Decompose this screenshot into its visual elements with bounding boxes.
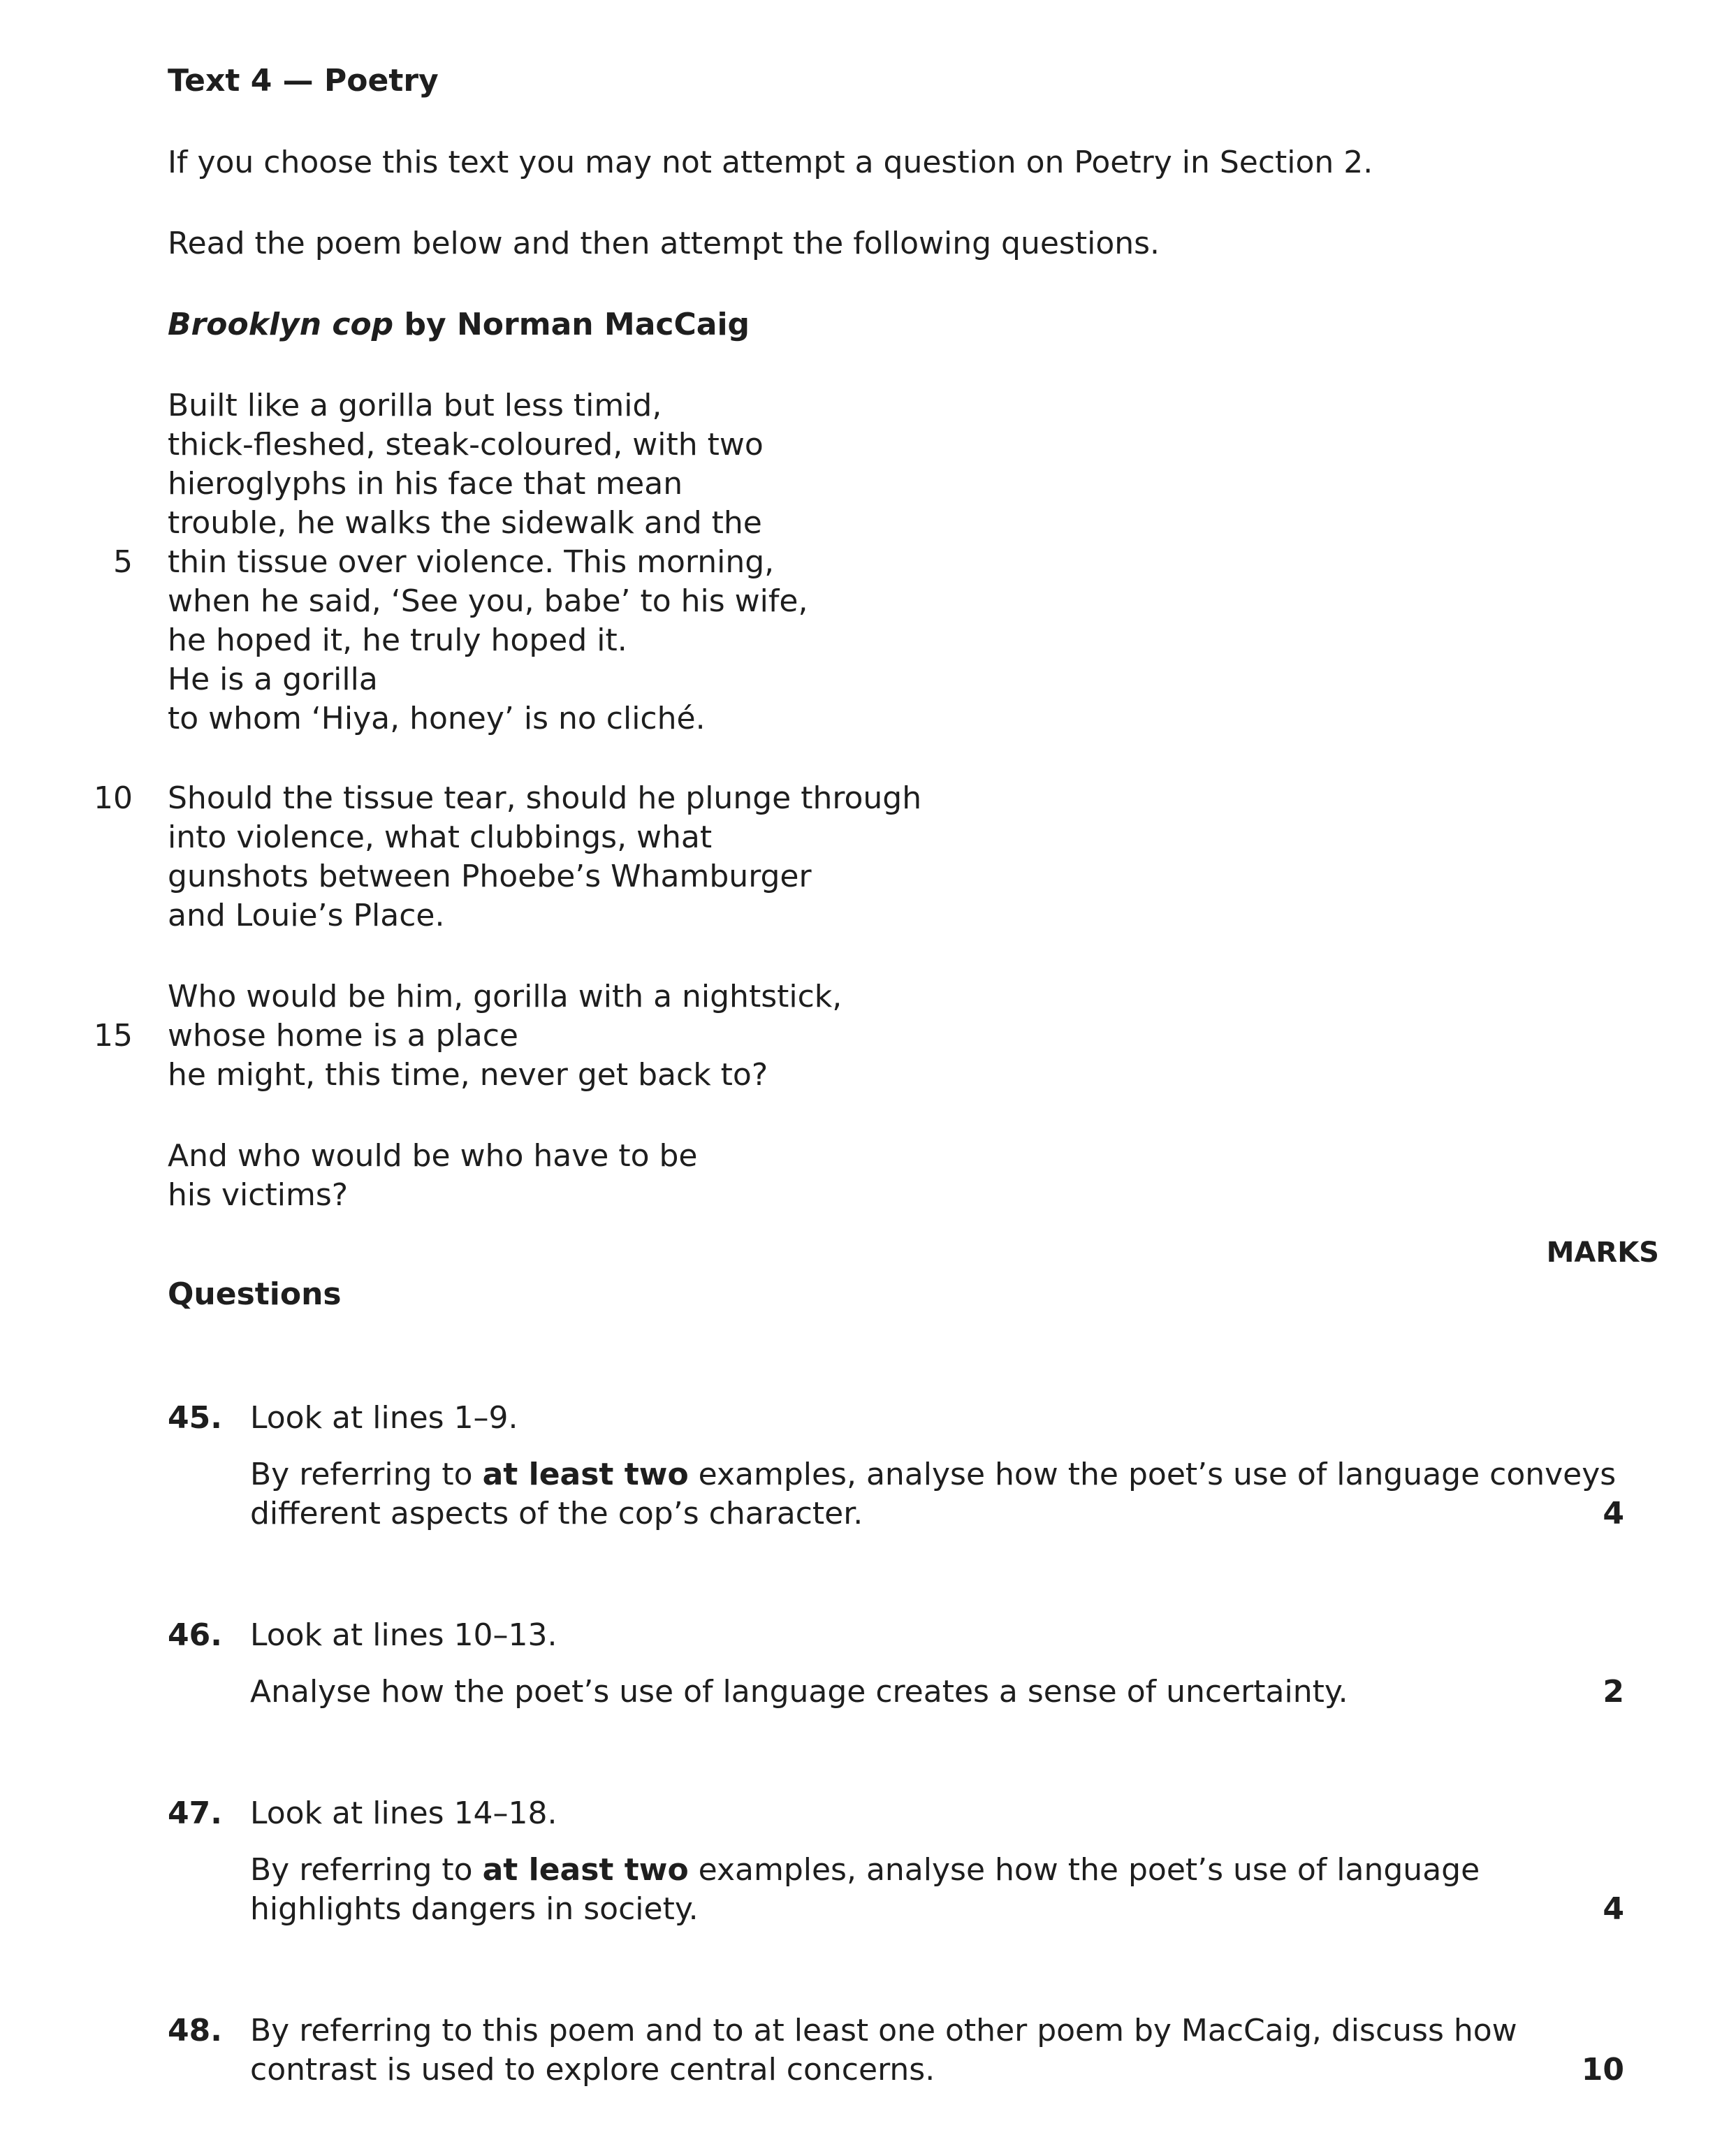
marks-column-header: MARKS (1546, 1237, 1659, 1269)
question-text-part: By referring to (250, 1852, 483, 1888)
poem-line-12: gunshots between Phoebe’s Whamburger (168, 859, 812, 894)
question-text-part: examples, analyse how the poet’s use of language conveys (688, 1457, 1617, 1492)
instruction-read-poem: Read the poem below and then attempt the following questions. (168, 226, 1160, 261)
question-number: 46. (168, 1617, 222, 1653)
poem-title-name: Brooklyn cop (168, 307, 394, 342)
question-text-line2: highlights dangers in society. (250, 1891, 699, 1927)
poem-line-13: and Louie’s Place. (168, 898, 445, 933)
poem-line-5: thin tissue over violence. This morning, (168, 544, 775, 580)
question-text: Analyse how the poet’s use of language creates a sense of uncertainty. (250, 1674, 1348, 1710)
question-marks: 4 (1603, 1496, 1624, 1531)
poem-line-11: into violence, what clubbings, what (168, 820, 713, 855)
poem-line-1: Built like a gorilla but less timid, (168, 388, 662, 423)
question-text-part: examples, analyse how the poet’s use of language (688, 1852, 1480, 1888)
question-text-line2: different aspects of the cop’s character. (250, 1496, 863, 1531)
question-text (250, 1851, 1480, 1890)
question-text-emphasis: at least two (482, 1852, 689, 1888)
poem-line-18: his victims? (168, 1177, 349, 1213)
question-intro: Look at lines 14–18. (250, 1796, 557, 1831)
poem-line-4: trouble, he walks the sidewalk and the (168, 505, 762, 541)
question-text: By referring to this poem and to at least one other poem by MacCaig, discuss how (250, 2013, 1517, 2048)
question-text-emphasis: at least two (482, 1457, 689, 1492)
questions-heading: Questions (168, 1276, 342, 1312)
poem-line-8: He is a gorilla (168, 662, 378, 697)
question-intro: Look at lines 1–9. (250, 1400, 518, 1436)
question-text-part: By referring to (250, 1457, 483, 1492)
question-number: 45. (168, 1400, 222, 1436)
poem-line-2: thick-fleshed, steak-coloured, with two (168, 427, 764, 462)
question-marks: 10 (1581, 2052, 1624, 2088)
question-number: 47. (168, 1796, 222, 1831)
poem-line-6: when he said, ‘See you, babe’ to his wife, (168, 583, 808, 619)
poem-line-17: And who would be who have to be (168, 1138, 698, 1174)
poem-line-15: whose home is a place (168, 1018, 518, 1054)
poem-author: by Norman MacCaig (393, 307, 750, 342)
line-number-10: 10 (94, 780, 133, 816)
question-marks: 4 (1603, 1891, 1624, 1927)
poem-title (168, 305, 750, 344)
line-number-15: 15 (94, 1018, 133, 1054)
poem-line-7: he hoped it, he truly hoped it. (168, 622, 627, 658)
poem-line-14: Who would be him, gorilla with a nightstick, (168, 979, 842, 1014)
question-marks: 2 (1603, 1674, 1624, 1710)
line-number-5: 5 (113, 544, 133, 580)
poem-line-3: hieroglyphs in his face that mean (168, 466, 683, 502)
poem-line-10: Should the tissue tear, should he plunge through (168, 780, 922, 816)
question-intro: Look at lines 10–13. (250, 1617, 557, 1653)
question-text (250, 1455, 1616, 1494)
question-number: 48. (168, 2013, 222, 2048)
poem-line-16: he might, this time, never get back to? (168, 1057, 768, 1093)
question-text-line2: contrast is used to explore central concerns. (250, 2052, 935, 2088)
instruction-choose-text: If you choose this text you may not attempt a question on Poetry in Section 2. (168, 145, 1373, 180)
section-title: Text 4 — Poetry (168, 63, 439, 99)
poem-line-9: to whom ‘Hiya, honey’ is no cliché. (168, 701, 706, 736)
